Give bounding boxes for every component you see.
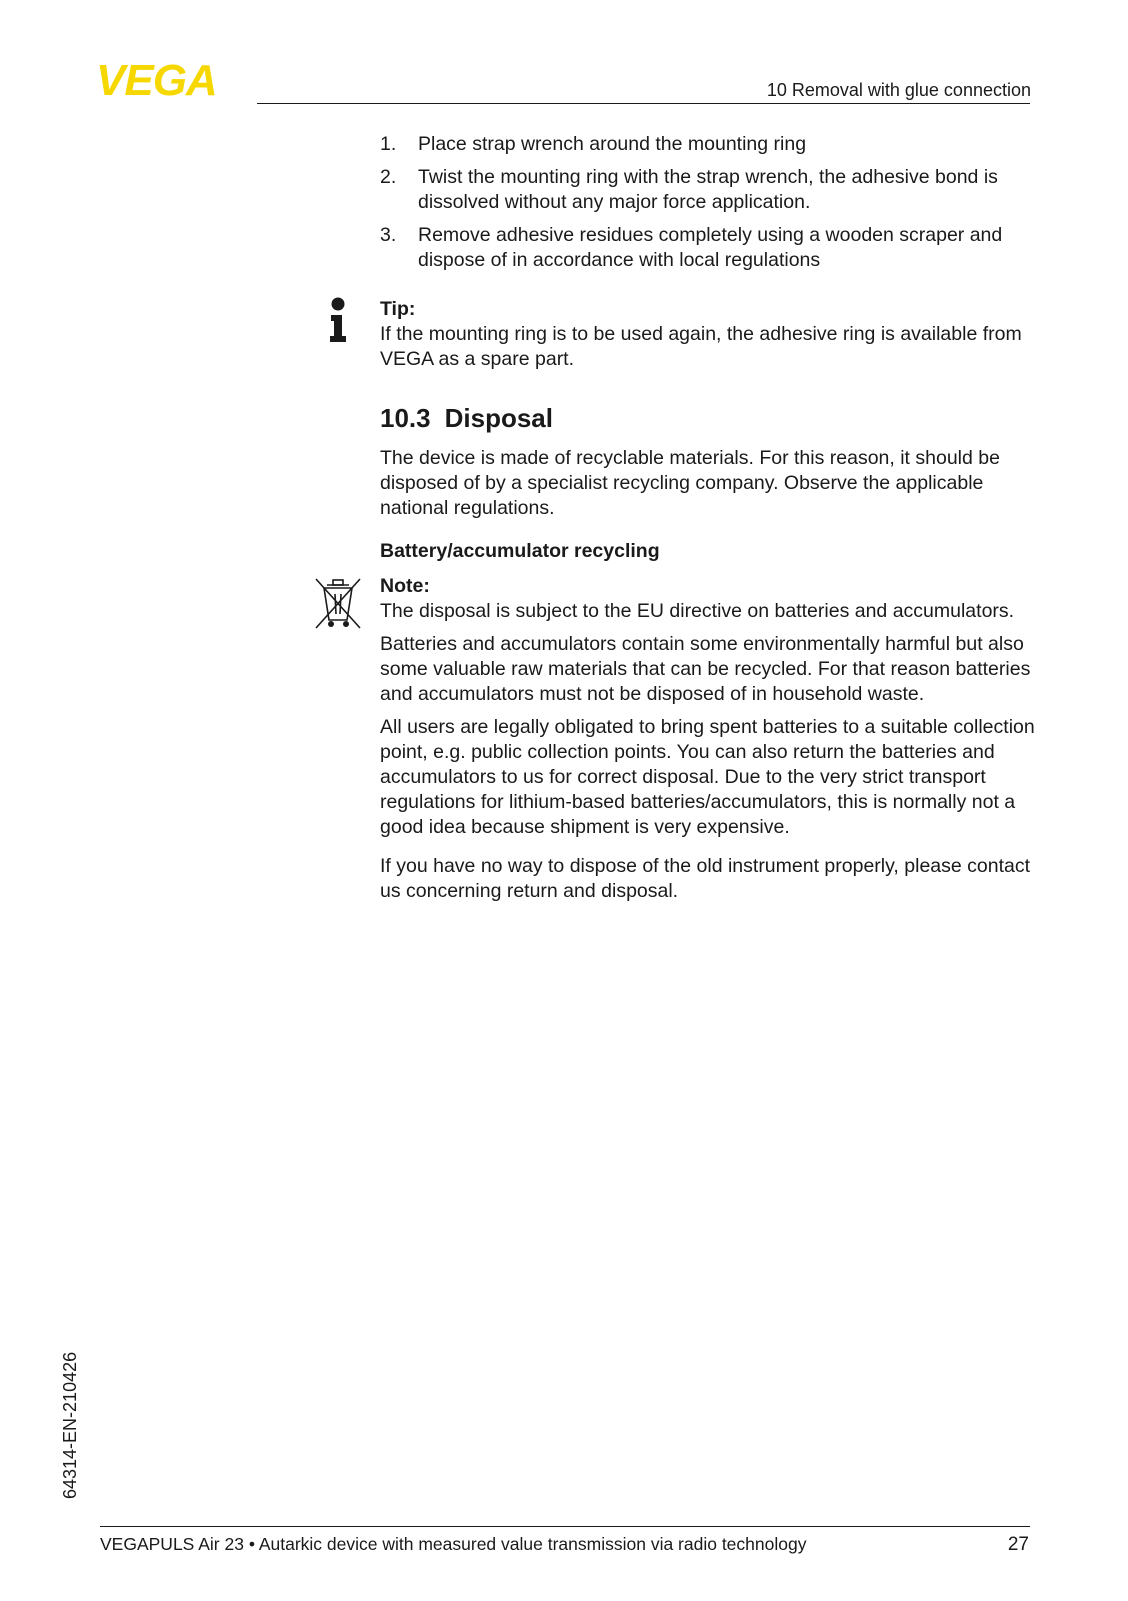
step-text: Twist the mounting ring with the strap wrench, the adhesive bond is dissolved without any major force application.: [418, 166, 998, 213]
battery-paragraph: Batteries and accumulators contain some environmentally harmful but also some valuable raw materials that can be recycled. For that reason batteries and accumulators must not be disposed of in household waste.: [380, 633, 1031, 705]
note-text: The disposal is subject to the EU directive on batteries and accumulators.: [380, 600, 1015, 622]
note-box: [380, 574, 1035, 624]
page-number: 27: [1007, 1534, 1029, 1555]
note-title: Note:: [380, 575, 430, 597]
section-title: Disposal: [444, 403, 553, 433]
crossed-bin-icon: [313, 576, 363, 634]
removal-steps: [380, 132, 1035, 273]
main-content: [380, 132, 1035, 912]
tip-title: Tip:: [380, 298, 416, 320]
step-text: Place strap wrench around the mounting ring: [418, 133, 807, 155]
header-rule: [257, 103, 1030, 104]
tip-box: [380, 297, 1035, 372]
step-item: [380, 223, 1035, 273]
header-section-title: 10 Removal with glue connection: [766, 80, 1031, 100]
step-number: 2.: [380, 166, 397, 188]
step-item: [380, 132, 1035, 157]
info-icon: [327, 296, 349, 344]
step-number: 1.: [380, 133, 397, 155]
step-text: Remove adhesive residues completely using a wooden scraper and dispose of in accordance with local regulations: [418, 224, 1003, 271]
section-number: 10.3: [380, 403, 431, 433]
battery-heading: Battery/accumulator recycling: [380, 540, 660, 562]
battery-paragraph: If you have no way to dispose of the old instrument properly, please contact us concerning return and disposal.: [380, 855, 1031, 902]
section-heading: [380, 402, 1035, 434]
document-code: 64314-EN-210426: [60, 1351, 80, 1499]
disposal-intro: The device is made of recyclable materials. For this reason, it should be disposed of by a specialist recycling company. Observe the applicable national regulations.: [380, 447, 1000, 519]
step-number: 3.: [380, 224, 397, 246]
battery-paragraph: All users are legally obligated to bring spent batteries to a suitable collection point, e.g. public collection points. You can also return the batteries and accumulators to us for correct disposal. Due to the very strict transport regulations for lithium-based batteries/accumulators, this is normally not a good idea because shipment is very expensive.: [380, 716, 1035, 838]
vega-logo-text: VEGA: [96, 58, 217, 100]
step-item: [380, 165, 1035, 215]
vega-logo: [96, 58, 246, 100]
footer-text: VEGAPULS Air 23 • Autarkic device with measured value transmission via radio technology: [100, 1534, 807, 1554]
tip-text: If the mounting ring is to be used again, the adhesive ring is available from VEGA as a spare part.: [380, 323, 1022, 370]
footer-rule: [100, 1526, 1030, 1527]
